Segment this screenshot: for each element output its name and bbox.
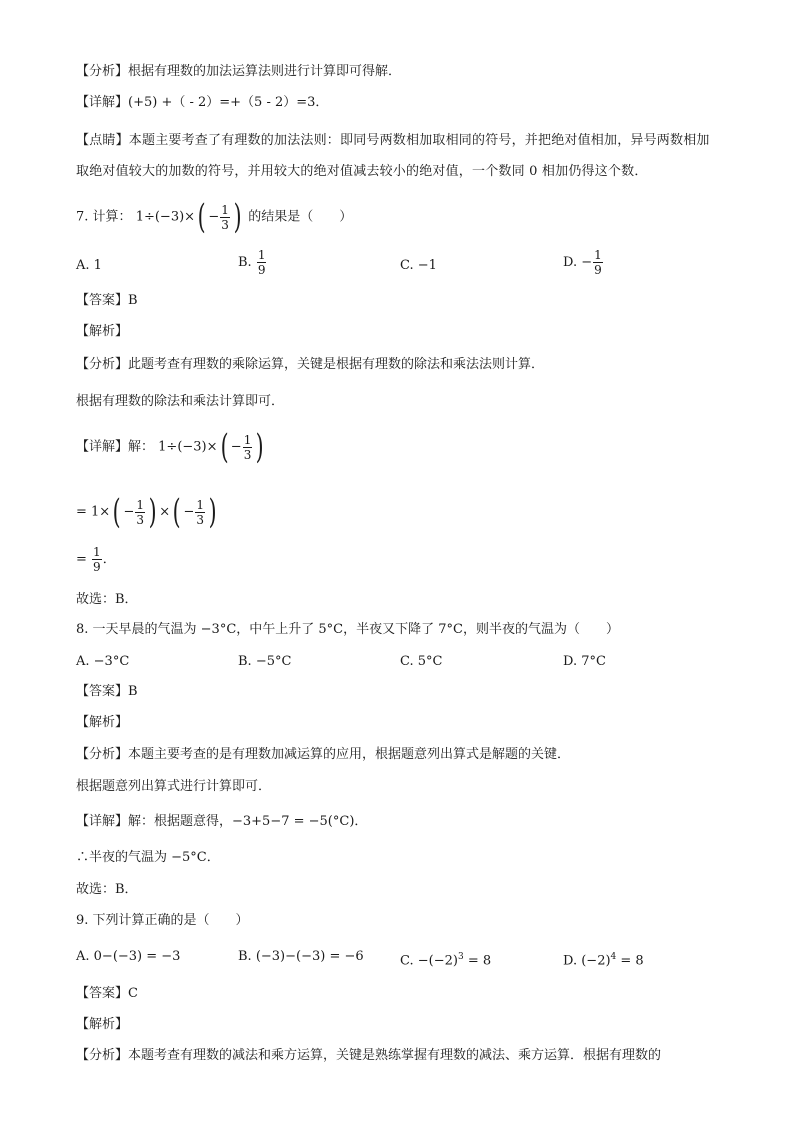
q9-option-b: B. (−3)−(−3) = −6 [238,949,364,964]
q7-expression: 1÷(−3)× [135,209,196,225]
detail-paragraph: 【详解】(+5) +（ - 2）=+（5 - 2）=3． [76,95,329,110]
q8-option-d: D. 7°C [563,654,606,669]
q9-option-d: D. $(-2)^4 = 8$ [563,952,644,969]
q7-option-b: B. $\frac{1}{9}$ [238,248,266,277]
question-7-stem: 7. 计算： 1÷(−3)×( − $\frac{1}{3}$ ) 的结果是（ ） [76,197,353,237]
q8-answer: 【答案】B [76,684,138,699]
left-paren: ( [197,197,206,237]
q8-therefore: ∴半夜的气温为 −5°C． [76,850,220,865]
analysis-paragraph: 【分析】根据有理数的加法运算法则进行计算即可得解． [76,64,402,79]
q7-suffix: 的结果是（ ） [248,209,353,225]
comment-paragraph: 【点睛】本题主要考查了有理数的加法法则：即同号两数相加取相同的符号，并把绝对值相加，异号两数相加取绝对值较大的加数的符号，并用较大的绝对值减去较小的绝对值，一个数同 0 相加仍得这个数． [76,133,710,179]
q8-option-c: C. 5°C [400,654,443,669]
question-8-stem: 8. 一天早晨的气温为 −3°C，中午上升了 5°C，半夜又下降了 7°C，则半夜的气温为（ ） [76,622,619,637]
q7-solution-step-2: = 1×( − $\frac{1}{3}$ ) ×( − $\frac{1}{3}$ ) [76,492,217,532]
q7-prefix: 7. 计算： [76,209,132,225]
q7-fraction: $\frac{1}{3}$ [221,202,229,232]
q8-analysis-2: 根据题意列出算式进行计算即可． [76,779,272,794]
q7-option-a: A. 1 [76,258,102,273]
q8-solution: 【详解】解：根据题意得，−3+5−7 = −5(°C)． [76,814,368,829]
q7-option-c: C. −1 [400,258,437,273]
q8-option-b: B. −5°C [238,654,292,669]
q8-analysis-header: 【解析】 [76,715,129,730]
q9-option-c: C. $-(-2)^3 = 8$ [400,952,492,969]
right-paren: ) [233,197,242,237]
q7-analysis-header: 【解析】 [76,324,129,339]
q9-option-a: A. 0−(−3) = −3 [76,949,181,964]
question-9-stem: 9. 下列计算正确的是（ ） [76,913,249,928]
q7-answer: 【答案】B [76,293,138,308]
q7-solution-step-1: 【详解】解： 1÷(−3)×( − $\frac{1}{3}$ ) [76,427,264,467]
q8-choose: 故选：B． [76,882,138,897]
q9-analysis-header: 【解析】 [76,1017,129,1032]
q7-analysis-2: 根据有理数的除法和乘法计算即可． [76,394,285,409]
q7-solution-step-3: = $\frac{1}{9}$ ． [76,545,116,574]
q9-answer: 【答案】C [76,986,138,1001]
q8-analysis: 【分析】本题主要考查的是有理数加减运算的应用，根据题意列出算式是解题的关键． [76,747,571,762]
q9-analysis: 【分析】本题考查有理数的减法和乘方运算，关键是熟练掌握有理数的减法、乘方运算．根据有理数的 [76,1048,662,1063]
q7-analysis: 【分析】此题考查有理数的乘除运算，关键是根据有理数的除法和乘法法则计算． [76,357,545,372]
q7-option-d: D. − $\frac{1}{9}$ [563,248,602,277]
q8-option-a: A. −3°C [76,654,130,669]
q7-choose: 故选：B． [76,592,138,607]
